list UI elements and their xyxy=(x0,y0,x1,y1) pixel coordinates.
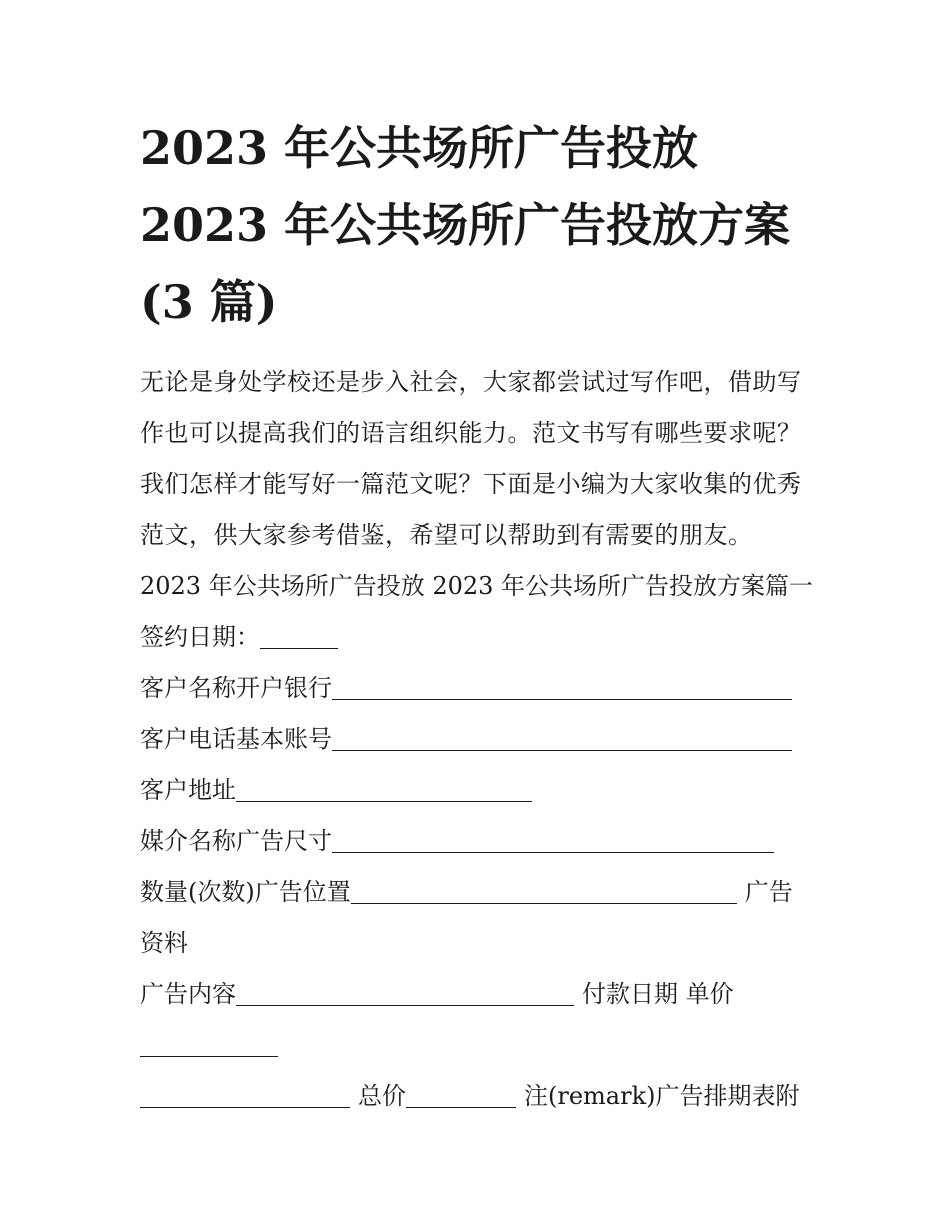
client-name-label: 客户名称开户银行 xyxy=(140,674,332,702)
client-phone-blank[interactable] xyxy=(332,720,792,751)
materials-row: 资料 xyxy=(140,929,188,957)
sign-date-blank[interactable] xyxy=(260,618,338,649)
unit-price-row xyxy=(140,1020,820,1071)
intro-line-2: 作也可以提高我们的语言组织能力。范文书写有哪些要求呢？ xyxy=(140,419,802,447)
section-heading: 2023 年公共场所广告投放 2023 年公共场所广告投放方案篇一 xyxy=(140,572,814,600)
remark-label: 注(remark)广告排期表附 xyxy=(524,1082,800,1110)
media-name-label: 媒介名称广告尺寸 xyxy=(140,827,332,855)
ad-label-tail: 广告 xyxy=(744,878,793,906)
sign-date-label: 签约日期： xyxy=(140,623,260,651)
quantity-label: 数量(次数)广告位置 xyxy=(140,878,351,906)
media-name-blank[interactable] xyxy=(332,822,774,853)
total-row xyxy=(140,1071,820,1122)
client-phone-label: 客户电话基本账号 xyxy=(140,725,332,753)
quantity-row xyxy=(140,867,820,918)
client-name-row xyxy=(140,663,820,714)
intro-line-1: 无论是身处学校还是步入社会，大家都尝试过写作吧，借助写 xyxy=(140,368,802,396)
title-line-3: (3 篇) xyxy=(140,275,278,329)
pay-date-label: 付款日期 单价 xyxy=(582,980,734,1008)
sign-date-row xyxy=(140,612,820,663)
client-address-row xyxy=(140,765,820,816)
ad-content-blank[interactable] xyxy=(236,975,574,1006)
title-line-1: 2023 年公共场所广告投放 xyxy=(140,121,699,175)
unit-price-blank[interactable] xyxy=(140,1026,278,1057)
intro-paragraph xyxy=(140,357,820,561)
ad-content-label: 广告内容 xyxy=(140,980,236,1008)
title-line-2: 2023 年公共场所广告投放方案 xyxy=(140,198,791,252)
client-phone-row xyxy=(140,714,820,765)
total-label: 总价 xyxy=(358,1082,406,1110)
ad-content-row xyxy=(140,969,820,1020)
ad-position-blank[interactable] xyxy=(351,873,737,904)
client-address-label: 客户地址 xyxy=(140,776,236,804)
intro-line-3: 我们怎样才能写好一篇范文呢？下面是小编为大家收集的优秀 xyxy=(140,470,802,498)
media-name-row xyxy=(140,816,820,867)
pay-date-blank[interactable] xyxy=(140,1077,350,1108)
client-address-blank[interactable] xyxy=(236,771,532,802)
client-name-blank[interactable] xyxy=(332,669,792,700)
document-page xyxy=(140,110,820,1122)
intro-line-4: 范文，供大家参考借鉴，希望可以帮助到有需要的朋友。 xyxy=(140,521,753,549)
document-title xyxy=(140,110,820,341)
total-blank[interactable] xyxy=(406,1077,516,1108)
